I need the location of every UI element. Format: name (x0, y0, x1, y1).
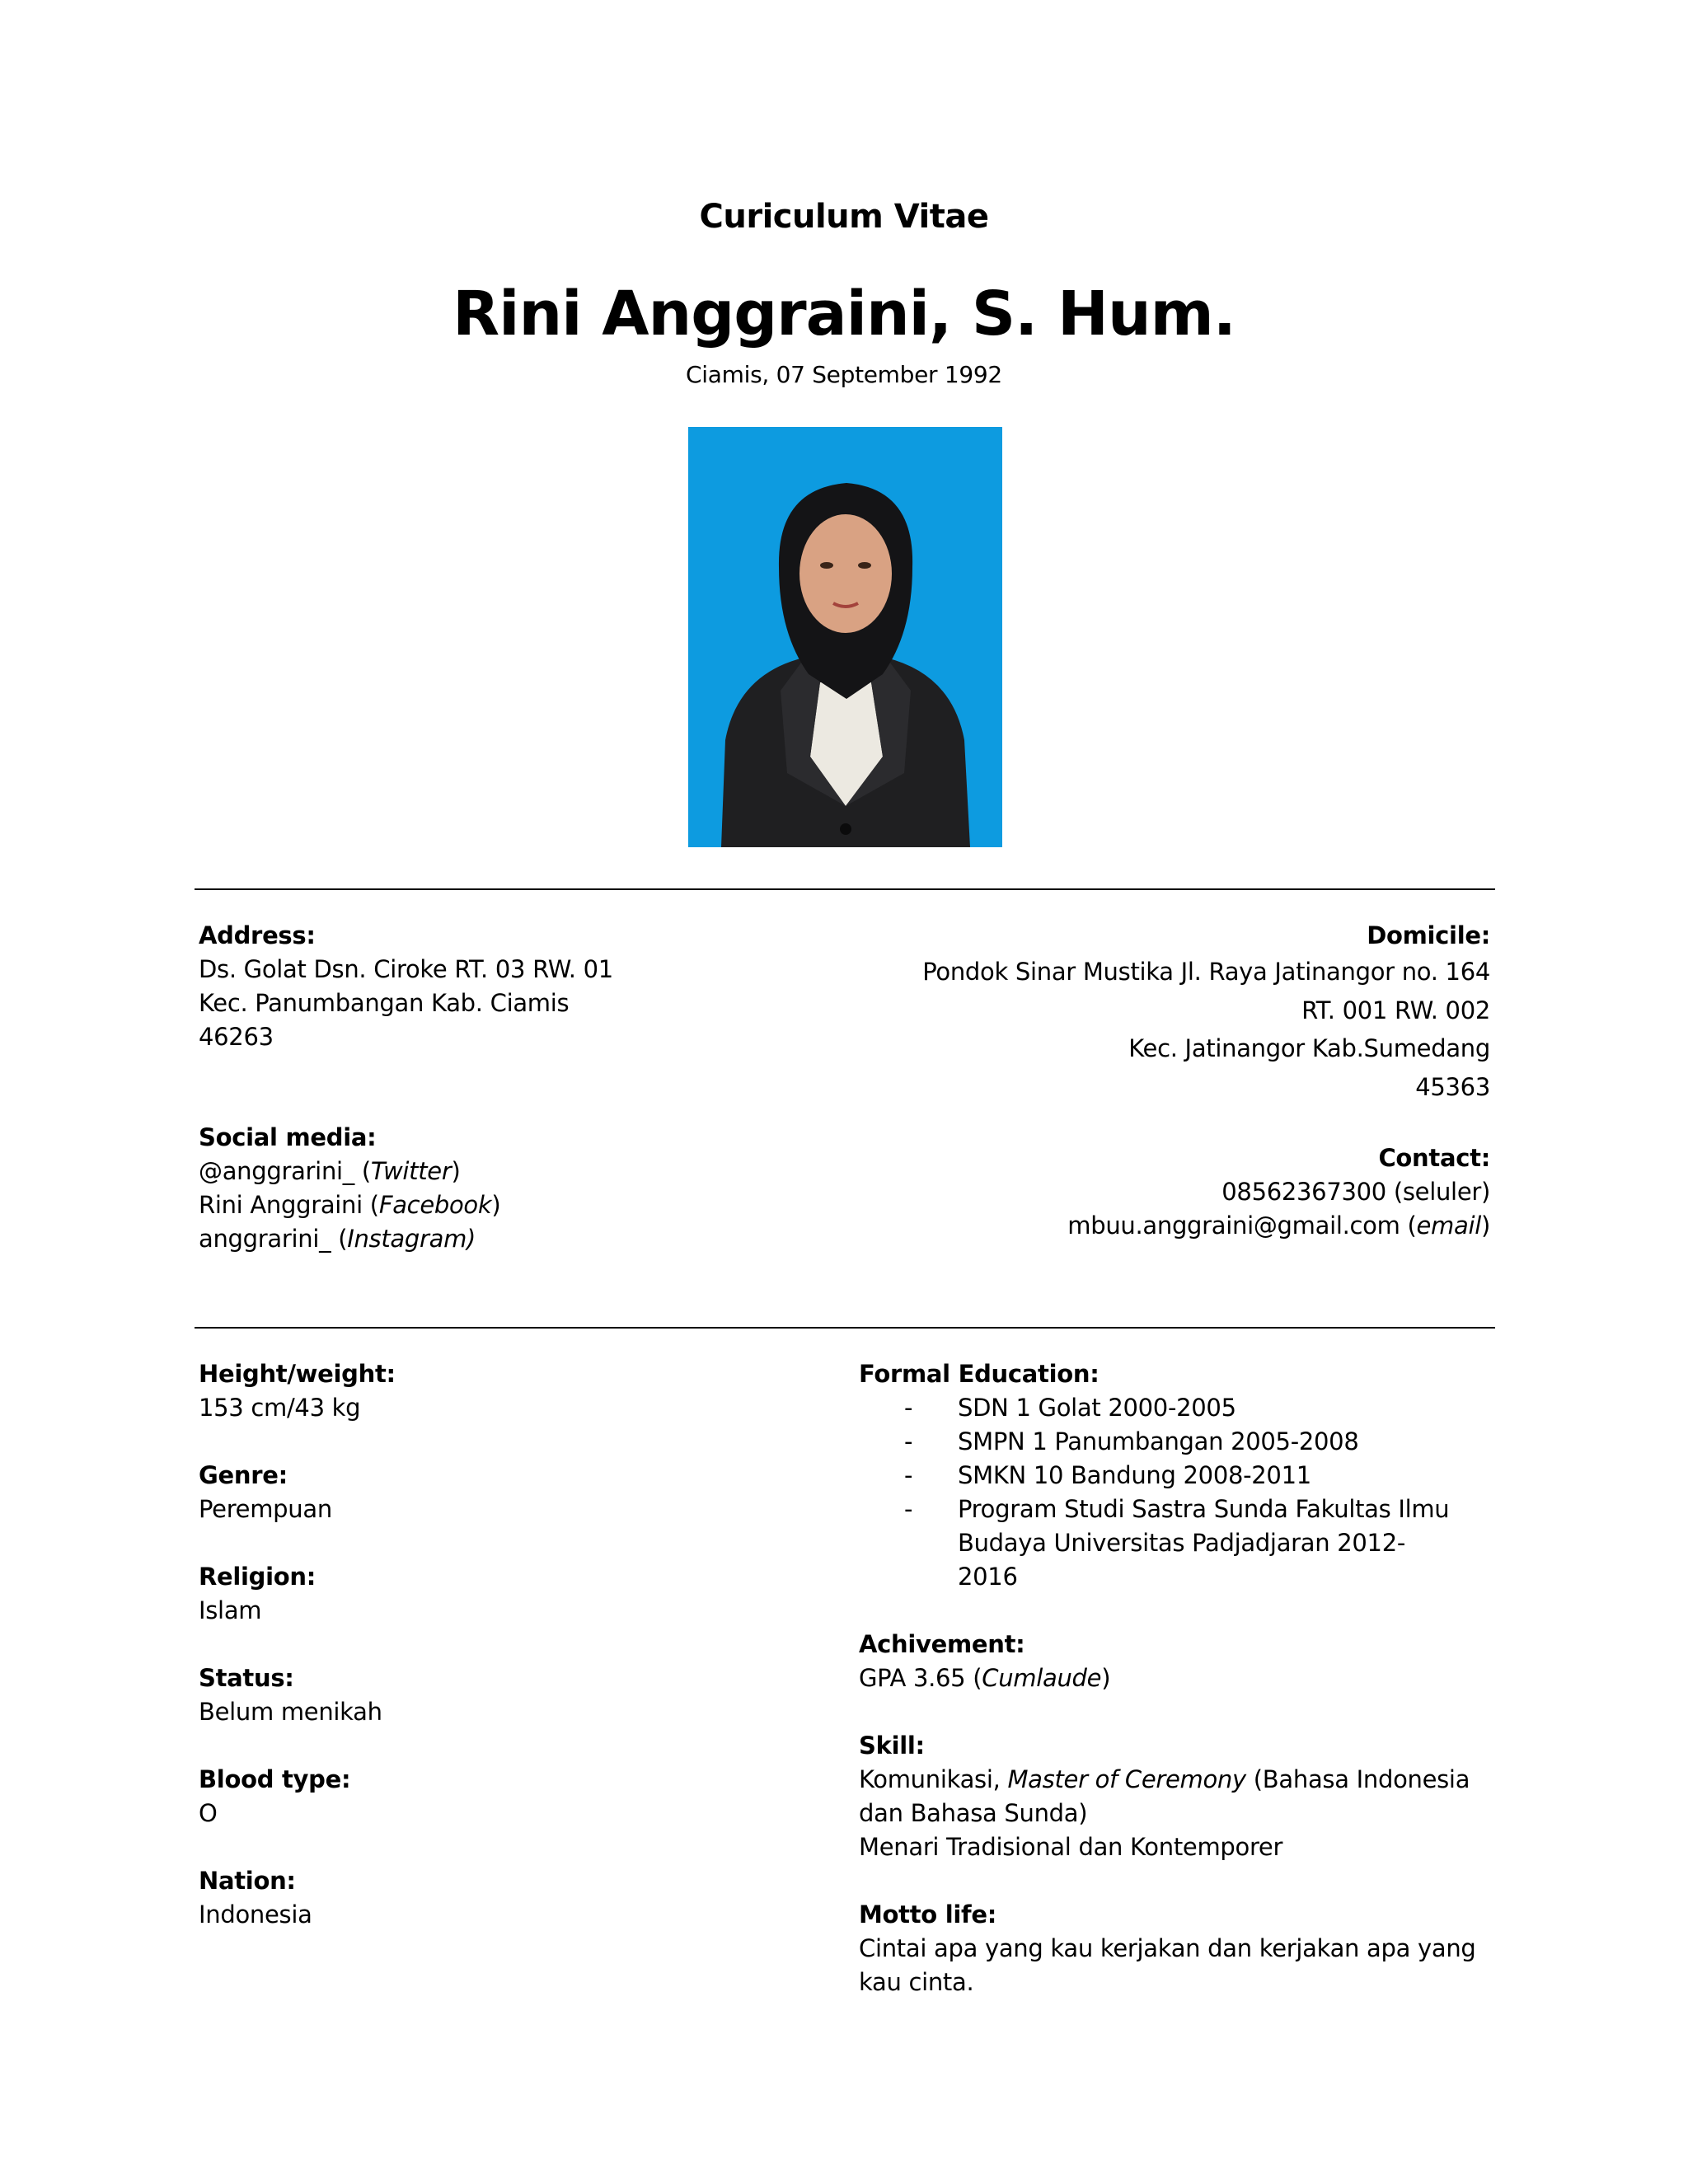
social-handle: anggrarini_ ( (199, 1225, 348, 1253)
motto-text: Cintai apa yang kau kerjakan dan kerjakan apa yang kau cinta. (859, 1934, 1476, 1996)
social-media-section (199, 1121, 858, 1256)
education-item (859, 1493, 1452, 1594)
genre-value: Perempuan (199, 1495, 332, 1523)
education-item-text: Program Studi Sastra Sunda Fakultas Ilmu Budaya Universitas Padjadjaran 2012-2016 (958, 1495, 1450, 1591)
skill-label: Skill: (859, 1732, 925, 1760)
social-platform: Facebook (378, 1191, 492, 1219)
email-address: mbuu.anggraini@gmail.com ( (1067, 1212, 1417, 1240)
list-dash: - (904, 1461, 913, 1489)
education-item-text: SMPN 1 Panumbangan 2005-2008 (958, 1427, 1359, 1455)
achievement-suffix: ) (1101, 1664, 1111, 1692)
social-handle: Rini Anggraini ( (199, 1191, 379, 1219)
portrait-photo-icon (688, 427, 1002, 847)
address-label: Address: (199, 921, 316, 949)
nation-value: Indonesia (199, 1900, 312, 1929)
religion-value: Islam (199, 1596, 262, 1624)
address-line: Kec. Panumbangan Kab. Ciamis (199, 989, 570, 1017)
domicile-line: RT. 001 RW. 002 (1301, 996, 1490, 1024)
social-close: ) (491, 1191, 501, 1219)
achievement-label: Achivement: (859, 1630, 1025, 1658)
list-dash: - (904, 1394, 913, 1422)
height-weight-value: 153 cm/43 kg (199, 1394, 361, 1422)
height-weight-label: Height/weight: (199, 1360, 396, 1388)
skill-prefix: Komunikasi, (859, 1765, 1008, 1793)
birth-place-date: Ciamis, 07 September 1992 (686, 361, 1002, 388)
right-details-section (859, 1357, 1498, 1999)
email-close: ) (1480, 1212, 1490, 1240)
contact-phone: 08562367300 (seluler) (1221, 1178, 1490, 1206)
religion-label: Religion: (199, 1563, 316, 1591)
contact-section (824, 1141, 1490, 1243)
domicile-section (824, 919, 1490, 1106)
education-item (859, 1391, 1498, 1425)
skill-suffix: (Bahasa Indonesia dan Bahasa Sunda) (859, 1765, 1470, 1827)
divider-bottom (195, 1327, 1495, 1329)
social-item-instagram (199, 1222, 858, 1256)
education-item-text: SDN 1 Golat 2000-2005 (958, 1394, 1236, 1422)
skill-line (859, 1763, 1498, 1830)
domicile-line: 45363 (1415, 1072, 1490, 1101)
domicile-label: Domicile: (1367, 921, 1490, 949)
social-platform: Twitter (370, 1157, 452, 1185)
portrait-photo (688, 427, 1002, 847)
skill-line: Menari Tradisional dan Kontemporer (859, 1833, 1283, 1861)
education-item (859, 1425, 1498, 1459)
domicile-line: Kec. Jatinangor Kab.Sumedang (1128, 1034, 1490, 1062)
education-label: Formal Education: (859, 1360, 1100, 1388)
list-dash: - (904, 1427, 913, 1455)
address-line: Ds. Golat Dsn. Ciroke RT. 03 RW. 01 (199, 955, 613, 983)
personal-details-section (199, 1357, 776, 1932)
genre-label: Genre: (199, 1461, 288, 1489)
achievement-value (859, 1661, 1498, 1695)
social-item-facebook (199, 1188, 858, 1222)
achievement-honor: Cumlaude (982, 1664, 1102, 1692)
status-label: Status: (199, 1664, 294, 1692)
contact-email (824, 1209, 1490, 1243)
social-item-twitter (199, 1155, 858, 1188)
social-platform: Instagram) (347, 1225, 476, 1253)
document-title: Curiculum Vitae (699, 198, 989, 236)
blood-type-value: O (199, 1799, 218, 1827)
candidate-name: Rini Anggraini, S. Hum. (452, 279, 1236, 349)
nation-label: Nation: (199, 1867, 296, 1895)
motto-label: Motto life: (859, 1900, 996, 1929)
achievement-prefix: GPA 3.65 ( (859, 1664, 982, 1692)
list-dash: - (904, 1495, 913, 1523)
education-item-text: SMKN 10 Bandung 2008-2011 (958, 1461, 1311, 1489)
blood-type-label: Blood type: (199, 1765, 351, 1793)
social-handle: @anggrarini_ ( (199, 1157, 371, 1185)
divider-top (195, 888, 1495, 890)
domicile-line: Pondok Sinar Mustika Jl. Raya Jatinangor no. 164 (922, 958, 1490, 986)
social-media-label: Social media: (199, 1123, 377, 1151)
contact-label: Contact: (1378, 1144, 1490, 1172)
status-value: Belum menikah (199, 1698, 382, 1726)
education-item (859, 1459, 1498, 1493)
skill-italic: Master of Ceremony (1007, 1765, 1246, 1793)
address-section (199, 919, 858, 1054)
email-type: email (1416, 1212, 1481, 1240)
address-line: 46263 (199, 1023, 274, 1051)
social-close: ) (451, 1157, 461, 1185)
